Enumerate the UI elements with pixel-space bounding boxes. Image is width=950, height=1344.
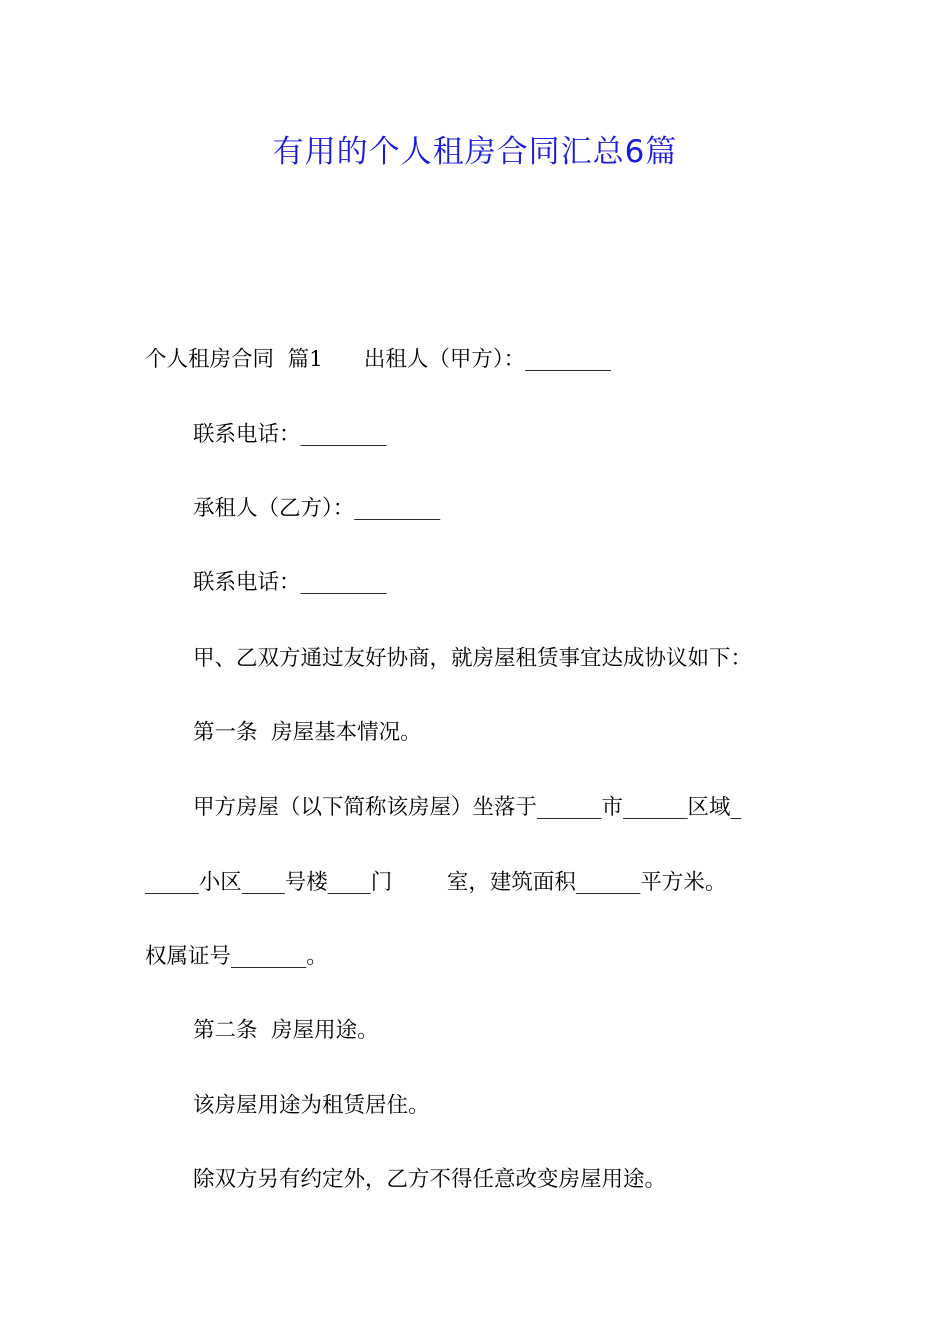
property-location: 甲方房屋（以下简称该房屋）坐落于______市______区域_: [193, 795, 742, 820]
property-details: _____小区____号楼____门 室，建筑面积______平方米。: [145, 870, 727, 895]
article-1-heading: 第一条 房屋基本情况。: [193, 720, 422, 745]
use-restriction: 除双方另有约定外，乙方不得任意改变房屋用途。: [193, 1167, 667, 1192]
lessor-phone: 联系电话：________: [193, 422, 387, 447]
lessee: 承租人（乙方）：________: [193, 496, 441, 521]
document-title: 有用的个人租房合同汇总6篇: [272, 134, 678, 170]
property-use: 该房屋用途为租赁居住。: [193, 1093, 430, 1118]
lessee-phone: 联系电话：________: [193, 570, 387, 595]
agreement-intro: 甲、乙双方通过友好协商，就房屋租赁事宜达成协议如下：: [193, 646, 753, 671]
ownership-certificate: 权属证号_______。: [145, 944, 328, 969]
article-2-heading: 第二条 房屋用途。: [193, 1018, 379, 1043]
contract-heading-lessor: 个人租房合同 篇1 出租人（甲方）：________: [145, 347, 612, 372]
